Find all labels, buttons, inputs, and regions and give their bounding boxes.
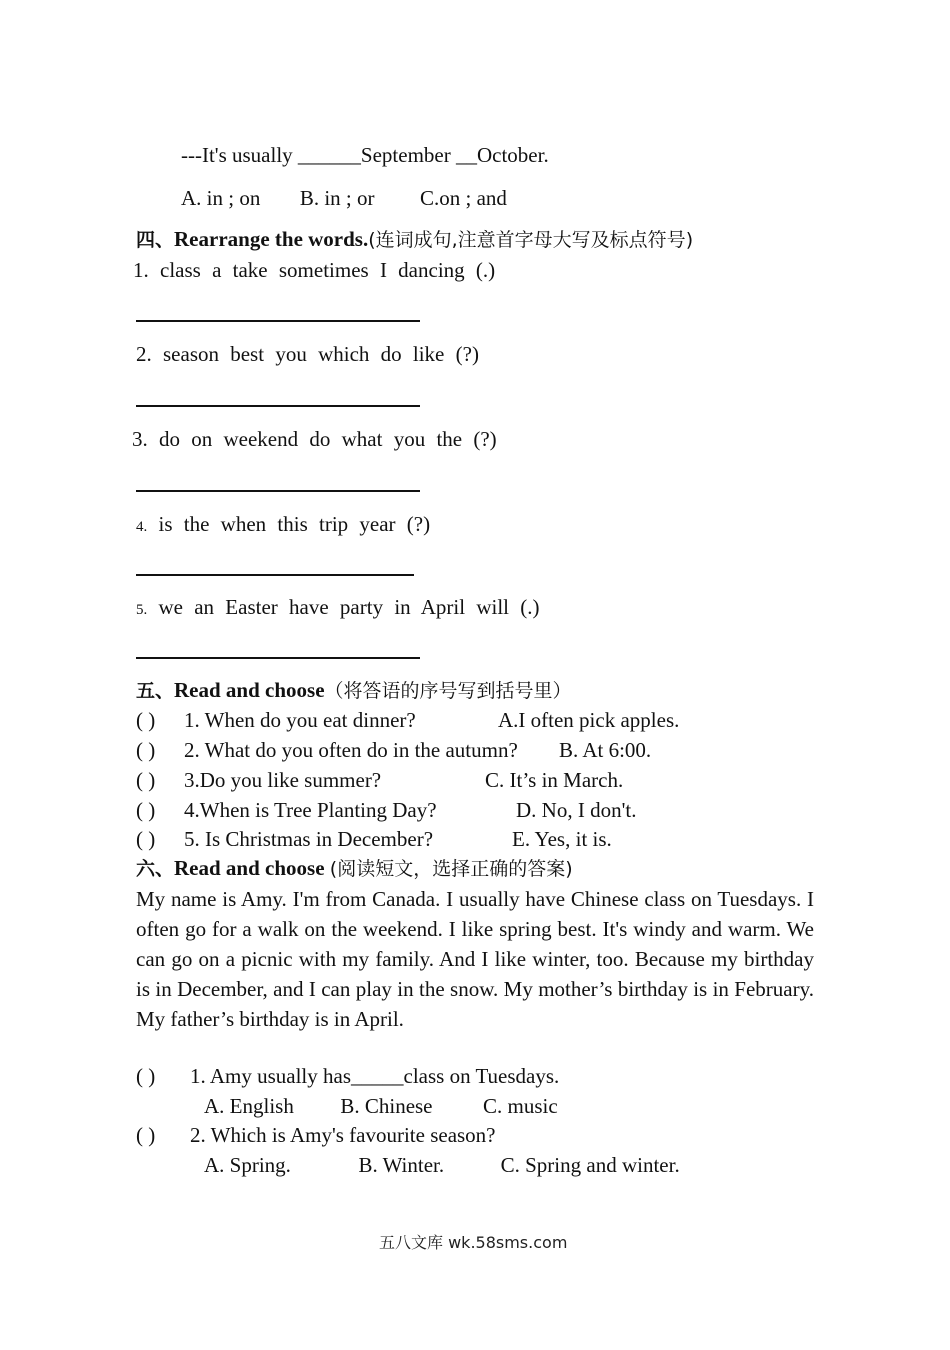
question-line: ---It's usually ______September __October. xyxy=(181,143,549,167)
section-number: 六、 xyxy=(136,858,175,880)
item-number: 5. xyxy=(136,602,148,618)
answer-bracket[interactable]: ( ) xyxy=(136,1064,156,1088)
section-note: (阅读短文，选择正确的答案) xyxy=(329,858,573,880)
option-a: A. Spring. xyxy=(204,1153,291,1177)
reading-question: 2. Which is Amy's favourite season? xyxy=(190,1123,496,1147)
section-heading xyxy=(136,229,693,250)
rearrange-item xyxy=(136,514,430,535)
answer-bracket[interactable]: ( ) xyxy=(136,708,156,732)
answer-line[interactable] xyxy=(136,405,420,407)
section-note: （将答语的序号写到括号里） xyxy=(324,680,572,702)
rearrange-item xyxy=(136,597,539,618)
section-heading xyxy=(136,858,573,879)
item-text: is the when this trip year (?) xyxy=(158,512,431,536)
option-b: B. Winter. xyxy=(358,1153,445,1177)
question-options xyxy=(204,1096,558,1117)
section-number: 五、 xyxy=(136,680,175,702)
option-b: B. Chinese xyxy=(340,1094,433,1118)
match-question: 2. What do you often do in the autumn? xyxy=(184,738,518,762)
footer-watermark: 五八文库 wk.58sms.com xyxy=(379,1233,568,1252)
option-c: C. music xyxy=(483,1094,558,1118)
item-text: class a take sometimes I dancing (.) xyxy=(160,258,496,282)
match-answer: C. It’s in March. xyxy=(485,768,624,792)
section-title: Read and choose xyxy=(174,678,325,702)
option-a: A. in ; on xyxy=(181,186,261,210)
match-question: 1. When do you eat dinner? xyxy=(184,708,416,732)
match-question: 4.When is Tree Planting Day? xyxy=(184,798,437,822)
item-text: do on weekend do what you the (?) xyxy=(159,427,497,451)
reading-passage: My name is Amy. I'm from Canada. I usually have Chinese class on Tuesdays. I often go for a walk on the weekend. I like spring best. It's windy and warm. We can go on a picnic with my family. And I like winter, too. Because my birthday is in December, and I can play in the snow. My mother’s birthday is in February. My father’s birthday is in April. xyxy=(136,887,814,1031)
section-note: (连词成句,注意首字母大写及标点符号) xyxy=(368,229,694,251)
answer-bracket[interactable]: ( ) xyxy=(136,738,156,762)
section-title: Rearrange the words. xyxy=(174,227,369,251)
match-answer: D. No, I don't. xyxy=(516,798,637,822)
answer-bracket[interactable]: ( ) xyxy=(136,827,156,851)
section-number: 四、 xyxy=(136,229,175,251)
item-text: we an Easter have party in April will (.) xyxy=(158,595,540,619)
item-number: 1. xyxy=(133,258,149,282)
option-b: B. in ; or xyxy=(299,186,375,210)
item-number: 2. xyxy=(136,342,152,366)
rearrange-item xyxy=(133,260,495,281)
answer-bracket[interactable]: ( ) xyxy=(136,1123,156,1147)
match-question: 5. Is Christmas in December? xyxy=(184,827,434,851)
option-c: C.on ; and xyxy=(420,186,507,210)
match-answer: A.I often pick apples. xyxy=(498,708,680,732)
reading-question: 1. Amy usually has_____class on Tuesdays. xyxy=(190,1064,560,1088)
match-question: 3.Do you like summer? xyxy=(184,768,382,792)
section-title: Read and choose xyxy=(174,856,325,880)
option-c: C. Spring and winter. xyxy=(500,1153,680,1177)
rearrange-item xyxy=(136,344,479,365)
item-number: 4. xyxy=(136,519,148,535)
rearrange-item xyxy=(132,429,497,450)
question-options xyxy=(181,188,507,209)
question-options xyxy=(204,1155,680,1176)
section-heading xyxy=(136,680,572,701)
answer-bracket[interactable]: ( ) xyxy=(136,798,156,822)
answer-bracket[interactable]: ( ) xyxy=(136,768,156,792)
match-answer: B. At 6:00. xyxy=(559,738,652,762)
answer-line[interactable] xyxy=(136,490,420,492)
item-number: 3. xyxy=(132,427,148,451)
answer-line[interactable] xyxy=(136,657,420,659)
answer-line[interactable] xyxy=(136,574,414,576)
match-answer: E. Yes, it is. xyxy=(512,827,612,851)
option-a: A. English xyxy=(204,1094,294,1118)
item-text: season best you which do like (?) xyxy=(163,342,479,366)
answer-line[interactable] xyxy=(136,320,420,322)
